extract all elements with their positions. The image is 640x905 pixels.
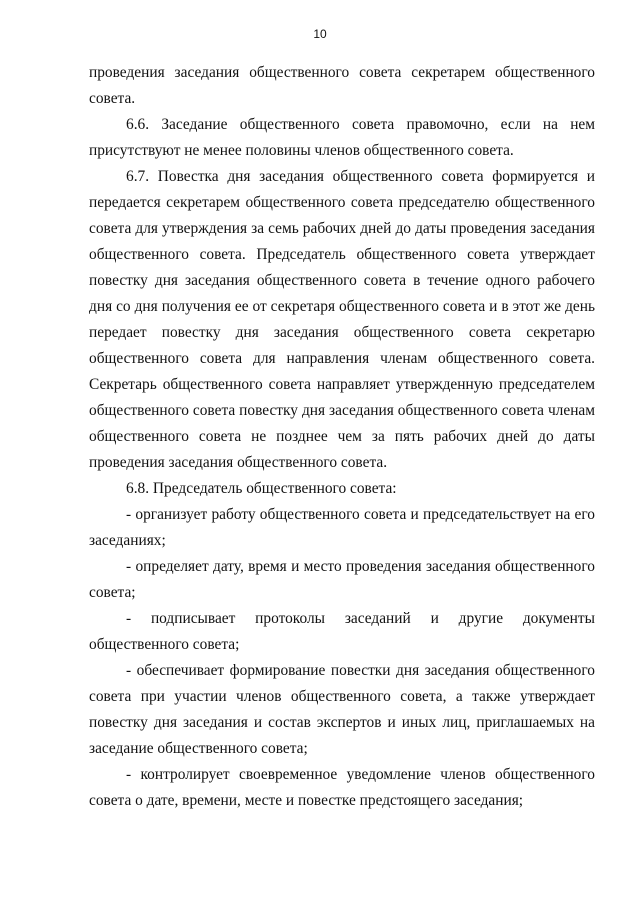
page-number: 10 [313,27,327,41]
paragraph: проведения заседания общественного совета секретарем общественного совета. [89,64,595,107]
paragraph: - обеспечивает формирование повестки дня заседания общественного совета при участии членов общественного совета, а также утверждает повестку дня заседания и состав экспертов и иных лиц, приглашаемых на заседание общественного совета; [89,662,595,757]
document-body [89,60,595,814]
paragraph: - определяет дату, время и место проведения заседания общественного совета; [89,558,595,601]
paragraph: 6.6. Заседание общественного совета правомочно, если на нем присутствуют не менее половины членов общественного совета. [89,116,595,159]
paragraph: 6.7. Повестка дня заседания общественного совета формируется и передается секретарем общественного совета председателю общественного совета для утверждения за семь рабочих дней до даты проведения заседания общественного совета. Председатель общественного совета утверждает повестку дня заседания общественного совета в течение одного рабочего дня со дня получения ее от секретаря общественного совета и в этот же день передает повестку дня заседания общественного совета секретарю общественного совета для направления членам общественного совета. Секретарь общественного совета направляет утвержденную председателем общественного совета повестку дня заседания общественного совета членам общественного совета не позднее чем за пять рабочих дней до даты проведения заседания общественного совета. [89,168,595,471]
paragraph: - организует работу общественного совета и председательствует на его заседаниях; [89,506,595,549]
paragraph: 6.8. Председатель общественного совета: [126,480,397,497]
paragraph: - подписывает протоколы заседаний и другие документы общественного совета; [89,610,595,653]
paragraph: - контролирует своевременное уведомление членов общественного совета о дате, времени, месте и повестке предстоящего заседания; [89,766,595,809]
